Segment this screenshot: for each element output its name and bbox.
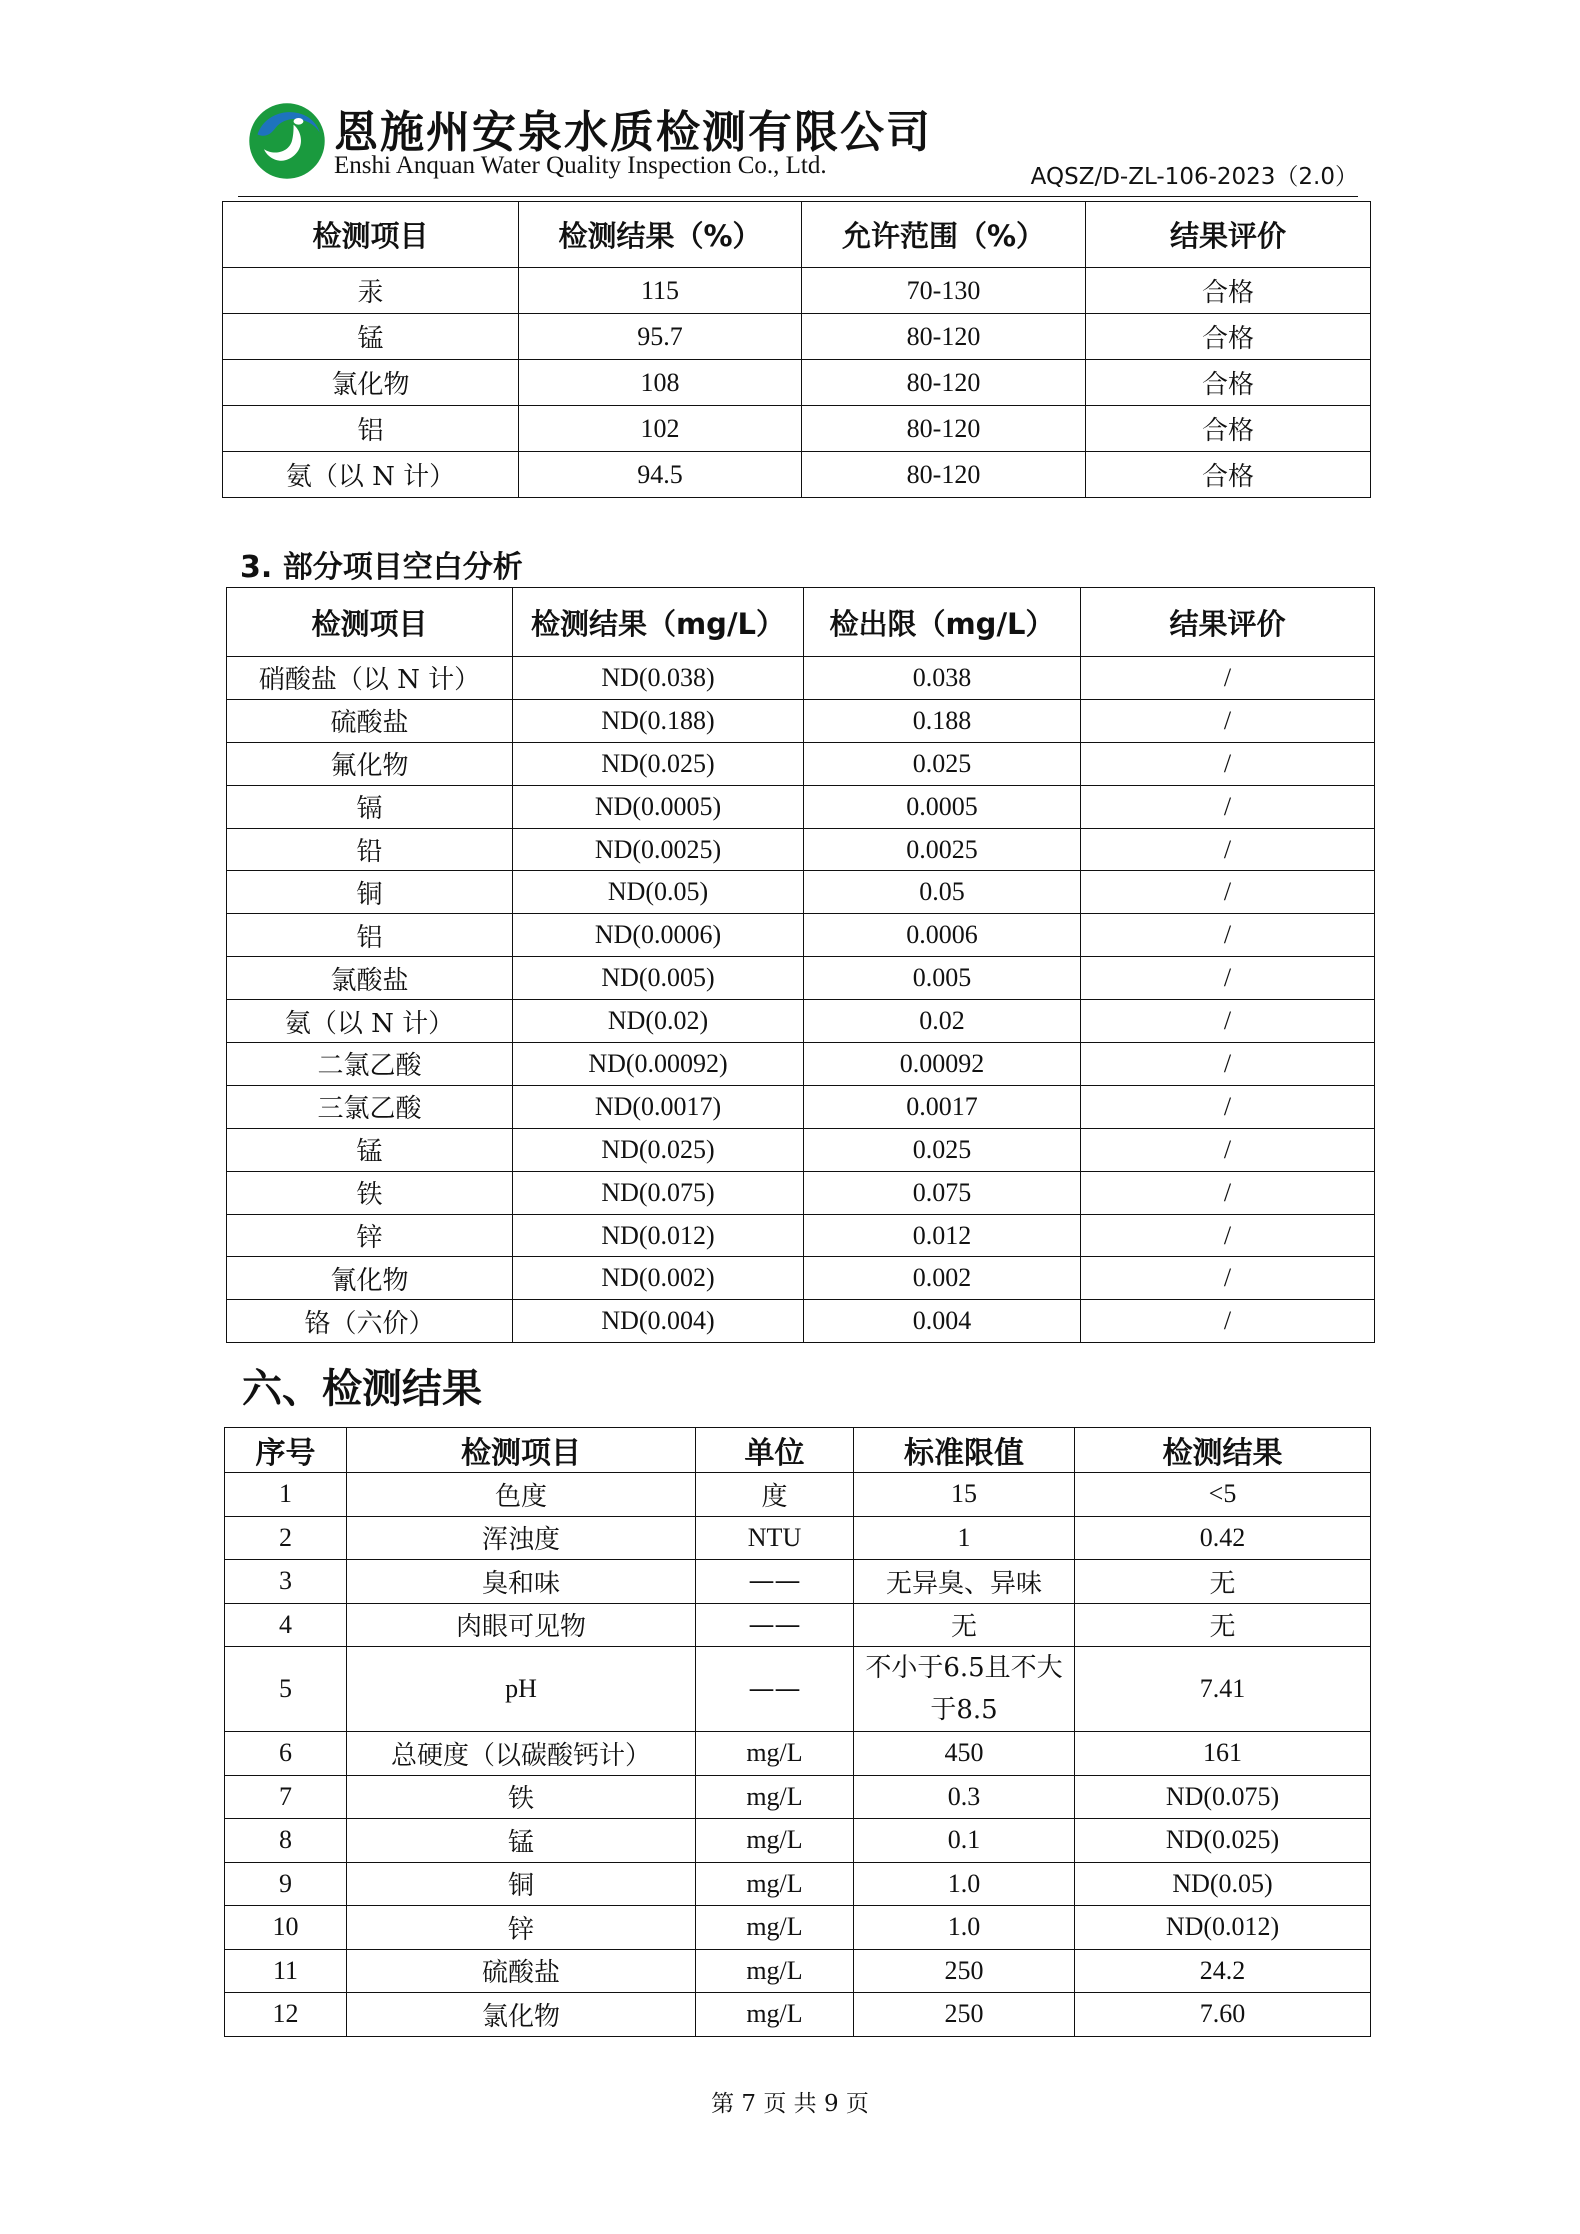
table-row [223, 360, 1371, 406]
table-row [227, 1000, 1375, 1043]
table-cell: 氨（以 N 计） [227, 1000, 513, 1043]
table-cell: ND(0.00092) [513, 1043, 804, 1086]
table-row [225, 1603, 1371, 1647]
table-cell: / [1081, 742, 1375, 785]
table-cell: 0.3 [854, 1775, 1075, 1819]
table-cell: 锰 [223, 314, 519, 360]
table-cell: 无 [854, 1603, 1075, 1647]
table-cell: ND(0.025) [513, 742, 804, 785]
column-header: 结果评价 [1086, 202, 1371, 268]
column-header: 允许范围（%） [802, 202, 1086, 268]
table-cell: ND(0.05) [513, 871, 804, 914]
table-cell: 0.0006 [804, 914, 1081, 957]
table-header-row [225, 1428, 1371, 1473]
table-cell: ND(0.012) [513, 1214, 804, 1257]
column-header: 检测项目 [227, 588, 513, 657]
table-cell: NTU [696, 1516, 854, 1560]
table-cell: / [1081, 785, 1375, 828]
table-cell: 色度 [347, 1473, 696, 1517]
table-cell: 161 [1075, 1732, 1371, 1776]
table-cell: / [1081, 871, 1375, 914]
table-cell: 1 [854, 1516, 1075, 1560]
table-row [227, 1214, 1375, 1257]
table-cell: 1.0 [854, 1862, 1075, 1906]
table-cell: 95.7 [519, 314, 802, 360]
table-cell: mg/L [696, 1819, 854, 1863]
table-cell: 铝 [223, 406, 519, 452]
column-header: 检测项目 [347, 1428, 696, 1473]
table-cell: 铁 [347, 1775, 696, 1819]
table-row [227, 1300, 1375, 1343]
table-cell: 0.038 [804, 657, 1081, 700]
table-cell: 9 [225, 1862, 347, 1906]
table-cell: 铝 [227, 914, 513, 957]
table-cell: ND(0.012) [1075, 1906, 1371, 1950]
table-cell: ND(0.0005) [513, 785, 804, 828]
table-cell: mg/L [696, 1993, 854, 2037]
table-cell: 0.012 [804, 1214, 1081, 1257]
table-cell: 80-120 [802, 452, 1086, 498]
table-cell: / [1081, 1085, 1375, 1128]
table-cell: 硫酸盐 [227, 699, 513, 742]
table-cell: 8 [225, 1819, 347, 1863]
table-cell: / [1081, 1300, 1375, 1343]
table-cell: 250 [854, 1993, 1075, 2037]
table-cell: / [1081, 1257, 1375, 1300]
table-cell: / [1081, 957, 1375, 1000]
table-cell: mg/L [696, 1775, 854, 1819]
table-cell: ND(0.05) [1075, 1862, 1371, 1906]
column-header: 检测结果（%） [519, 202, 802, 268]
table-cell: pH [347, 1647, 696, 1732]
table-cell: 11 [225, 1949, 347, 1993]
table-cell: 汞 [223, 268, 519, 314]
table-cell: 7 [225, 1775, 347, 1819]
table-cell: 0.188 [804, 699, 1081, 742]
table-cell: 5 [225, 1647, 347, 1732]
table-cell: ND(0.004) [513, 1300, 804, 1343]
table-cell: 锰 [347, 1819, 696, 1863]
table-cell: ND(0.025) [1075, 1819, 1371, 1863]
table-row [227, 1043, 1375, 1086]
table-cell: 0.025 [804, 1128, 1081, 1171]
table-cell: / [1081, 1128, 1375, 1171]
table-cell: ND(0.188) [513, 699, 804, 742]
table-row [223, 406, 1371, 452]
column-header: 单位 [696, 1428, 854, 1473]
table-cell: 锌 [227, 1214, 513, 1257]
company-name-en: Enshi Anquan Water Quality Inspection Co., Ltd. [334, 152, 827, 179]
table-cell: 锌 [347, 1906, 696, 1950]
table-cell: —— [696, 1603, 854, 1647]
table-cell: 6 [225, 1732, 347, 1776]
table-cell: 70-130 [802, 268, 1086, 314]
table-row [225, 1516, 1371, 1560]
table-cell: 锰 [227, 1128, 513, 1171]
table-cell: 三氯乙酸 [227, 1085, 513, 1128]
table-cell: 108 [519, 360, 802, 406]
table-cell: ND(0.075) [513, 1171, 804, 1214]
table-cell: 2 [225, 1516, 347, 1560]
table-row [227, 828, 1375, 871]
column-header: 检测结果 [1075, 1428, 1371, 1473]
table-cell: 铜 [227, 871, 513, 914]
table-cell: 合格 [1086, 452, 1371, 498]
table-cell: 0.005 [804, 957, 1081, 1000]
table-cell: 度 [696, 1473, 854, 1517]
table-cell: 铁 [227, 1171, 513, 1214]
table-cell: 1 [225, 1473, 347, 1517]
table-cell: 450 [854, 1732, 1075, 1776]
table-cell: 铅 [227, 828, 513, 871]
table-cell: / [1081, 1171, 1375, 1214]
table-cell: 氰化物 [227, 1257, 513, 1300]
table-cell: / [1081, 828, 1375, 871]
table-cell: 合格 [1086, 406, 1371, 452]
table-cell: 不小于6.5且不大于8.5 [854, 1647, 1075, 1732]
table-cell: 合格 [1086, 268, 1371, 314]
table-cell: / [1081, 914, 1375, 957]
table-row [227, 1085, 1375, 1128]
table-cell: 0.1 [854, 1819, 1075, 1863]
table-cell: —— [696, 1647, 854, 1732]
table-cell: 0.0025 [804, 828, 1081, 871]
table-row [227, 1257, 1375, 1300]
table-cell: 无 [1075, 1603, 1371, 1647]
table-row [225, 1732, 1371, 1776]
table-cell: mg/L [696, 1906, 854, 1950]
table-cell: ND(0.0006) [513, 914, 804, 957]
table-cell: 氨（以 N 计） [223, 452, 519, 498]
table-cell: / [1081, 1000, 1375, 1043]
table-cell: 80-120 [802, 360, 1086, 406]
table-row [227, 1128, 1375, 1171]
table-cell: 80-120 [802, 314, 1086, 360]
table-row [225, 1993, 1371, 2037]
table-cell: 102 [519, 406, 802, 452]
table-row [227, 742, 1375, 785]
table-cell: 1.0 [854, 1906, 1075, 1950]
table-cell: 250 [854, 1949, 1075, 1993]
table-cell: 12 [225, 1993, 347, 2037]
column-header: 检测项目 [223, 202, 519, 268]
table-cell: 94.5 [519, 452, 802, 498]
results-section-title: 六、检测结果 [242, 1366, 482, 1412]
blank-analysis-table [226, 587, 1375, 1343]
water-drop-logo-icon [246, 100, 328, 182]
table-cell: 铜 [347, 1862, 696, 1906]
table-cell: ND(0.02) [513, 1000, 804, 1043]
table-row [223, 314, 1371, 360]
table-row [225, 1862, 1371, 1906]
table-row [225, 1647, 1371, 1732]
table-cell: 总硬度（以碳酸钙计） [347, 1732, 696, 1776]
table-cell: 15 [854, 1473, 1075, 1517]
table-cell: / [1081, 1043, 1375, 1086]
table-cell: 硝酸盐（以 N 计） [227, 657, 513, 700]
table-cell: 0.025 [804, 742, 1081, 785]
table-cell: mg/L [696, 1949, 854, 1993]
table-cell: 硫酸盐 [347, 1949, 696, 1993]
blank-analysis-title: 3. 部分项目空白分析 [240, 550, 523, 585]
table-row [225, 1560, 1371, 1604]
table-cell: 合格 [1086, 314, 1371, 360]
table-cell: 0.02 [804, 1000, 1081, 1043]
table-cell: 115 [519, 268, 802, 314]
table-row [225, 1949, 1371, 1993]
table-cell: / [1081, 699, 1375, 742]
table-cell: 臭和味 [347, 1560, 696, 1604]
table-cell: 0.004 [804, 1300, 1081, 1343]
table-cell: 0.42 [1075, 1516, 1371, 1560]
table-row [225, 1819, 1371, 1863]
table-row [227, 785, 1375, 828]
table-cell: ND(0.0017) [513, 1085, 804, 1128]
table-cell: 7.60 [1075, 1993, 1371, 2037]
table-cell: 氯化物 [347, 1993, 696, 2037]
table-cell: 7.41 [1075, 1647, 1371, 1732]
page-number: 第 7 页 共 9 页 [711, 2091, 869, 2117]
table-cell: 镉 [227, 785, 513, 828]
table-header-row [223, 202, 1371, 268]
column-header: 序号 [225, 1428, 347, 1473]
table-row [225, 1906, 1371, 1950]
recovery-table [222, 201, 1371, 498]
column-header: 标准限值 [854, 1428, 1075, 1473]
table-cell: ND(0.075) [1075, 1775, 1371, 1819]
table-cell: <5 [1075, 1473, 1371, 1517]
table-cell: ND(0.0025) [513, 828, 804, 871]
table-cell: 氯化物 [223, 360, 519, 406]
table-header-row [227, 588, 1375, 657]
column-header: 结果评价 [1081, 588, 1375, 657]
table-cell: 氟化物 [227, 742, 513, 785]
table-cell: 二氯乙酸 [227, 1043, 513, 1086]
table-cell: 氯酸盐 [227, 957, 513, 1000]
table-row [223, 452, 1371, 498]
table-row [227, 1171, 1375, 1214]
table-cell: mg/L [696, 1862, 854, 1906]
table-cell: 铬（六价） [227, 1300, 513, 1343]
table-cell: mg/L [696, 1732, 854, 1776]
table-cell: 80-120 [802, 406, 1086, 452]
table-cell: 0.00092 [804, 1043, 1081, 1086]
table-row [227, 871, 1375, 914]
table-cell: 0.0017 [804, 1085, 1081, 1128]
table-cell: 肉眼可见物 [347, 1603, 696, 1647]
table-row [223, 268, 1371, 314]
table-cell: 0.002 [804, 1257, 1081, 1300]
page-header [238, 90, 1358, 200]
table-row [225, 1473, 1371, 1517]
column-header: 检测结果（mg/L） [513, 588, 804, 657]
table-cell: ND(0.025) [513, 1128, 804, 1171]
table-cell: 合格 [1086, 360, 1371, 406]
table-cell: / [1081, 657, 1375, 700]
table-cell: 0.05 [804, 871, 1081, 914]
table-cell: ND(0.002) [513, 1257, 804, 1300]
table-cell: ND(0.005) [513, 957, 804, 1000]
table-cell: ND(0.038) [513, 657, 804, 700]
table-cell: / [1081, 1214, 1375, 1257]
results-table [224, 1427, 1371, 2037]
table-row [227, 657, 1375, 700]
header-divider [238, 196, 1358, 197]
column-header: 检出限（mg/L） [804, 588, 1081, 657]
document-code: AQSZ/D-ZL-106-2023（2.0） [1030, 164, 1358, 190]
table-cell: 0.075 [804, 1171, 1081, 1214]
table-cell: 24.2 [1075, 1949, 1371, 1993]
table-row [225, 1775, 1371, 1819]
table-cell: 无 [1075, 1560, 1371, 1604]
table-cell: 浑浊度 [347, 1516, 696, 1560]
table-cell: 3 [225, 1560, 347, 1604]
table-cell: 0.0005 [804, 785, 1081, 828]
table-cell: —— [696, 1560, 854, 1604]
table-cell: 无异臭、异味 [854, 1560, 1075, 1604]
company-name-cn: 恩施州安泉水质检测有限公司 [334, 107, 932, 158]
table-row [227, 957, 1375, 1000]
table-cell: 10 [225, 1906, 347, 1950]
table-row [227, 699, 1375, 742]
table-cell: 4 [225, 1603, 347, 1647]
table-row [227, 914, 1375, 957]
